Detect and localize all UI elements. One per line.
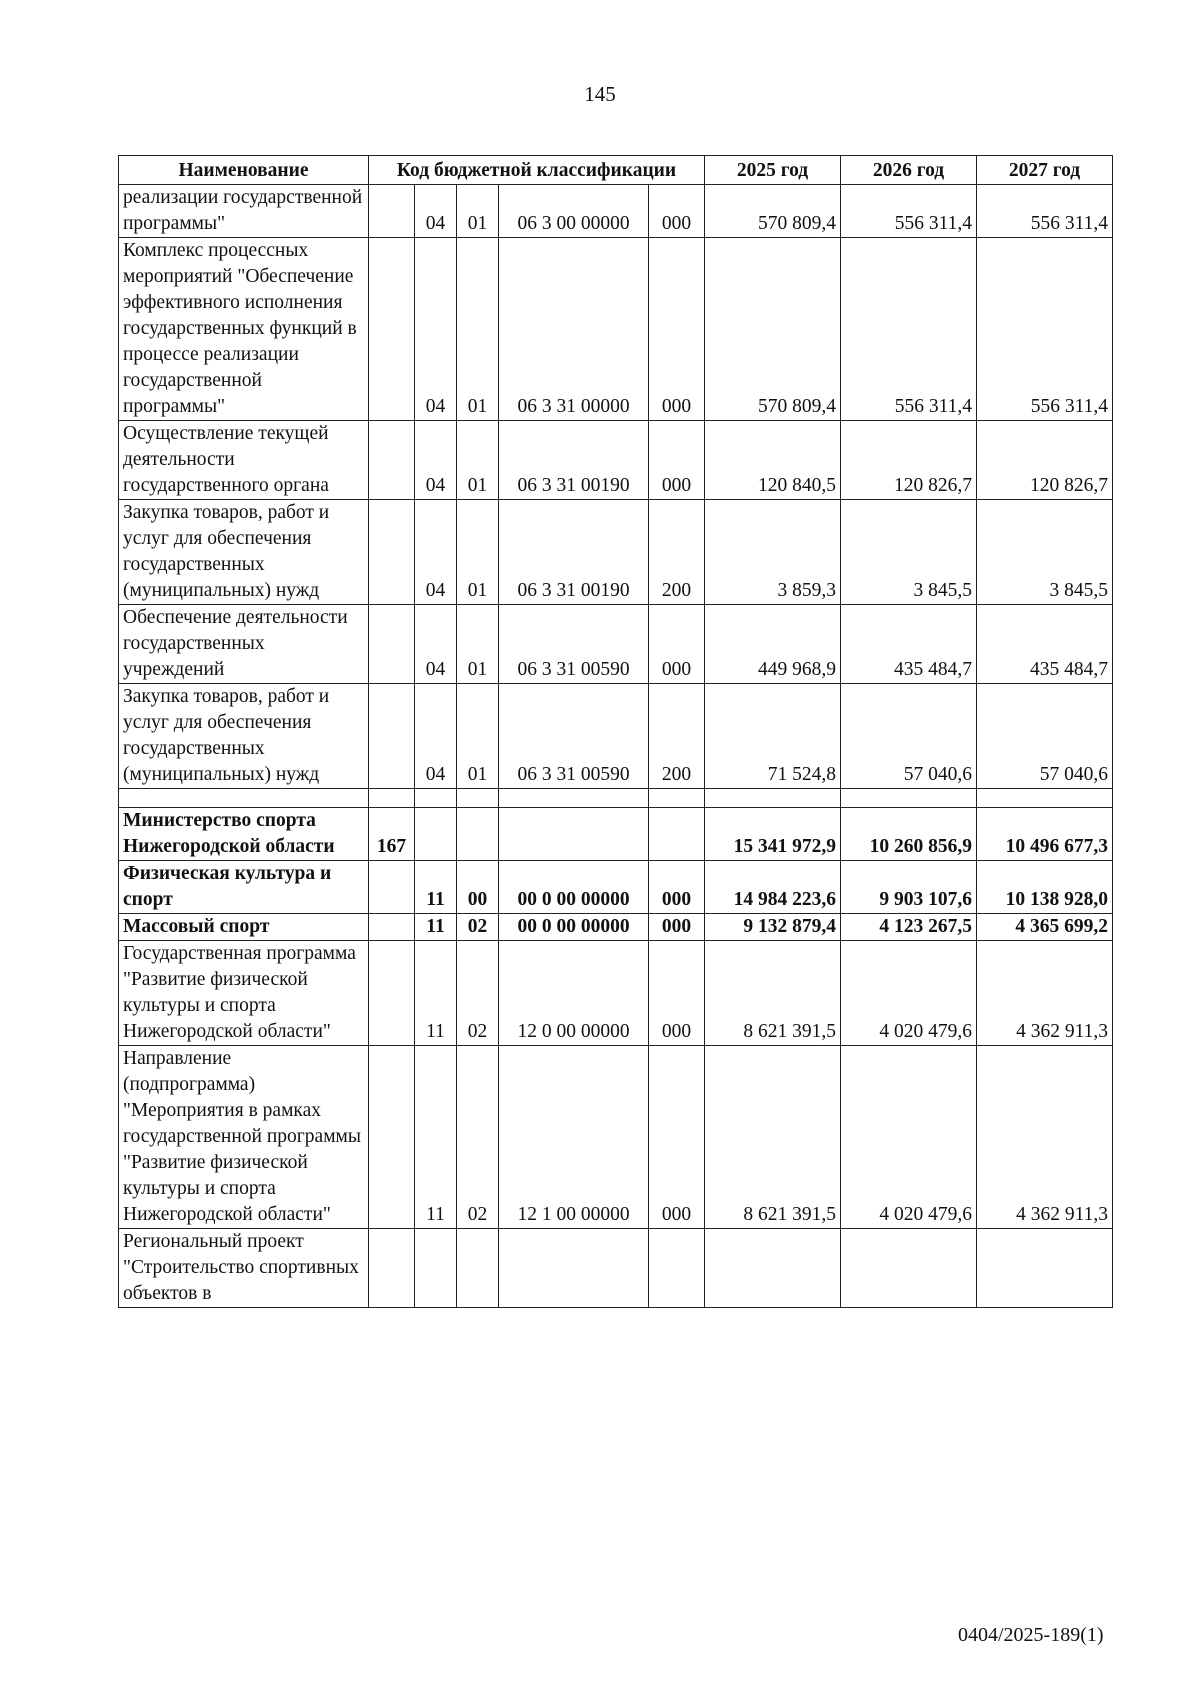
amount-2025 (705, 1229, 841, 1308)
subsection-code: 00 (457, 861, 499, 914)
amount-2027 (977, 1229, 1113, 1308)
expense-code: 000 (649, 605, 705, 684)
section-code (415, 1229, 457, 1308)
amount-2027: 556 311,4 (977, 238, 1113, 421)
ministry-code (369, 861, 415, 914)
amount-2025: 8 621 391,5 (705, 1046, 841, 1229)
subsection-code (457, 1229, 499, 1308)
expense-code (649, 789, 705, 808)
target-code: 12 1 00 00000 (499, 1046, 649, 1229)
header-name: Наименование (119, 156, 369, 185)
amount-2026: 120 826,7 (841, 421, 977, 500)
amount-2026: 556 311,4 (841, 238, 977, 421)
table-row (119, 500, 1113, 605)
table-row (119, 861, 1113, 914)
table-row (119, 684, 1113, 789)
table-row (119, 421, 1113, 500)
target-code: 06 3 31 00590 (499, 684, 649, 789)
target-code: 00 0 00 00000 (499, 861, 649, 914)
budget-table (118, 155, 1113, 1308)
amount-2026: 57 040,6 (841, 684, 977, 789)
ministry-code (369, 941, 415, 1046)
target-code: 06 3 00 00000 (499, 185, 649, 238)
target-code (499, 808, 649, 861)
row-name: Региональный проект "Строительство спортивных объектов в (119, 1229, 369, 1308)
expense-code: 000 (649, 238, 705, 421)
row-name: Направление (подпрограмма) "Мероприятия в рамках государственной программы "Развитие физической культуры и спорта Нижегородской области" (119, 1046, 369, 1229)
expense-code: 000 (649, 1046, 705, 1229)
amount-2027: 3 845,5 (977, 500, 1113, 605)
amount-2027: 4 362 911,3 (977, 1046, 1113, 1229)
section-code: 11 (415, 1046, 457, 1229)
row-name: Комплекс процессных мероприятий "Обеспечение эффективного исполнения государственных функций в процессе реализации государственной программы" (119, 238, 369, 421)
target-code: 06 3 31 00190 (499, 500, 649, 605)
row-name: Государственная программа "Развитие физической культуры и спорта Нижегородской области" (119, 941, 369, 1046)
header-2025: 2025 год (705, 156, 841, 185)
amount-2025 (705, 789, 841, 808)
table-row (119, 941, 1113, 1046)
section-code (415, 789, 457, 808)
amount-2026: 4 123 267,5 (841, 914, 977, 941)
subsection-code (457, 808, 499, 861)
table-row (119, 789, 1113, 808)
amount-2025: 120 840,5 (705, 421, 841, 500)
amount-2026: 4 020 479,6 (841, 1046, 977, 1229)
amount-2025: 14 984 223,6 (705, 861, 841, 914)
amount-2027: 10 138 928,0 (977, 861, 1113, 914)
subsection-code: 02 (457, 1046, 499, 1229)
ministry-code: 167 (369, 808, 415, 861)
expense-code (649, 1229, 705, 1308)
amount-2025: 449 968,9 (705, 605, 841, 684)
amount-2025: 570 809,4 (705, 185, 841, 238)
page-number: 145 (584, 82, 616, 106)
amount-2026: 9 903 107,6 (841, 861, 977, 914)
ministry-code (369, 684, 415, 789)
amount-2027 (977, 789, 1113, 808)
amount-2027: 10 496 677,3 (977, 808, 1113, 861)
target-code: 12 0 00 00000 (499, 941, 649, 1046)
expense-code: 000 (649, 185, 705, 238)
target-code (499, 789, 649, 808)
header-2026: 2026 год (841, 156, 977, 185)
amount-2026: 3 845,5 (841, 500, 977, 605)
ministry-code (369, 1229, 415, 1308)
expense-code: 200 (649, 500, 705, 605)
subsection-code: 01 (457, 684, 499, 789)
subsection-code: 02 (457, 914, 499, 941)
amount-2027: 120 826,7 (977, 421, 1113, 500)
amount-2026: 435 484,7 (841, 605, 977, 684)
expense-code: 000 (649, 914, 705, 941)
amount-2025: 15 341 972,9 (705, 808, 841, 861)
header-2027: 2027 год (977, 156, 1113, 185)
section-code: 04 (415, 185, 457, 238)
amount-2027: 556 311,4 (977, 185, 1113, 238)
amount-2027: 435 484,7 (977, 605, 1113, 684)
table-row (119, 185, 1113, 238)
row-name: Министерство спорта Нижегородской области (119, 808, 369, 861)
target-code: 06 3 31 00590 (499, 605, 649, 684)
row-name (119, 789, 369, 808)
target-code: 00 0 00 00000 (499, 914, 649, 941)
ministry-code (369, 605, 415, 684)
target-code: 06 3 31 00000 (499, 238, 649, 421)
table-row (119, 1229, 1113, 1308)
table-row (119, 238, 1113, 421)
section-code: 11 (415, 941, 457, 1046)
header-row (119, 156, 1113, 185)
section-code: 04 (415, 421, 457, 500)
amount-2026 (841, 789, 977, 808)
subsection-code: 01 (457, 605, 499, 684)
amount-2026: 556 311,4 (841, 185, 977, 238)
ministry-code (369, 1046, 415, 1229)
subsection-code: 01 (457, 238, 499, 421)
row-name: Осуществление текущей деятельности государственного органа (119, 421, 369, 500)
row-name: реализации государственной программы" (119, 185, 369, 238)
row-name: Физическая культура и спорт (119, 861, 369, 914)
ministry-code (369, 238, 415, 421)
amount-2026: 4 020 479,6 (841, 941, 977, 1046)
subsection-code: 02 (457, 941, 499, 1046)
row-name: Закупка товаров, работ и услуг для обеспечения государственных (муниципальных) нужд (119, 500, 369, 605)
table-row (119, 1046, 1113, 1229)
header-code: Код бюджетной классификации (369, 156, 705, 185)
ministry-code (369, 914, 415, 941)
expense-code: 200 (649, 684, 705, 789)
row-name: Закупка товаров, работ и услуг для обеспечения государственных (муниципальных) нужд (119, 684, 369, 789)
section-code: 04 (415, 238, 457, 421)
table-row (119, 808, 1113, 861)
amount-2027: 57 040,6 (977, 684, 1113, 789)
row-name: Массовый спорт (119, 914, 369, 941)
subsection-code: 01 (457, 421, 499, 500)
amount-2026: 10 260 856,9 (841, 808, 977, 861)
row-name: Обеспечение деятельности государственных учреждений (119, 605, 369, 684)
target-code: 06 3 31 00190 (499, 421, 649, 500)
subsection-code (457, 789, 499, 808)
amount-2025: 570 809,4 (705, 238, 841, 421)
expense-code: 000 (649, 941, 705, 1046)
subsection-code: 01 (457, 500, 499, 605)
expense-code: 000 (649, 421, 705, 500)
expense-code: 000 (649, 861, 705, 914)
amount-2025: 8 621 391,5 (705, 941, 841, 1046)
table-row (119, 605, 1113, 684)
table-row (119, 914, 1113, 941)
amount-2027: 4 362 911,3 (977, 941, 1113, 1046)
amount-2026 (841, 1229, 977, 1308)
ministry-code (369, 421, 415, 500)
section-code: 04 (415, 605, 457, 684)
section-code: 04 (415, 684, 457, 789)
subsection-code: 01 (457, 185, 499, 238)
ministry-code (369, 185, 415, 238)
amount-2025: 71 524,8 (705, 684, 841, 789)
document-code: 0404/2025-189(1) (958, 1624, 1104, 1646)
section-code: 04 (415, 500, 457, 605)
amount-2025: 9 132 879,4 (705, 914, 841, 941)
section-code (415, 808, 457, 861)
ministry-code (369, 500, 415, 605)
ministry-code (369, 789, 415, 808)
target-code (499, 1229, 649, 1308)
section-code: 11 (415, 861, 457, 914)
amount-2027: 4 365 699,2 (977, 914, 1113, 941)
expense-code (649, 808, 705, 861)
section-code: 11 (415, 914, 457, 941)
amount-2025: 3 859,3 (705, 500, 841, 605)
